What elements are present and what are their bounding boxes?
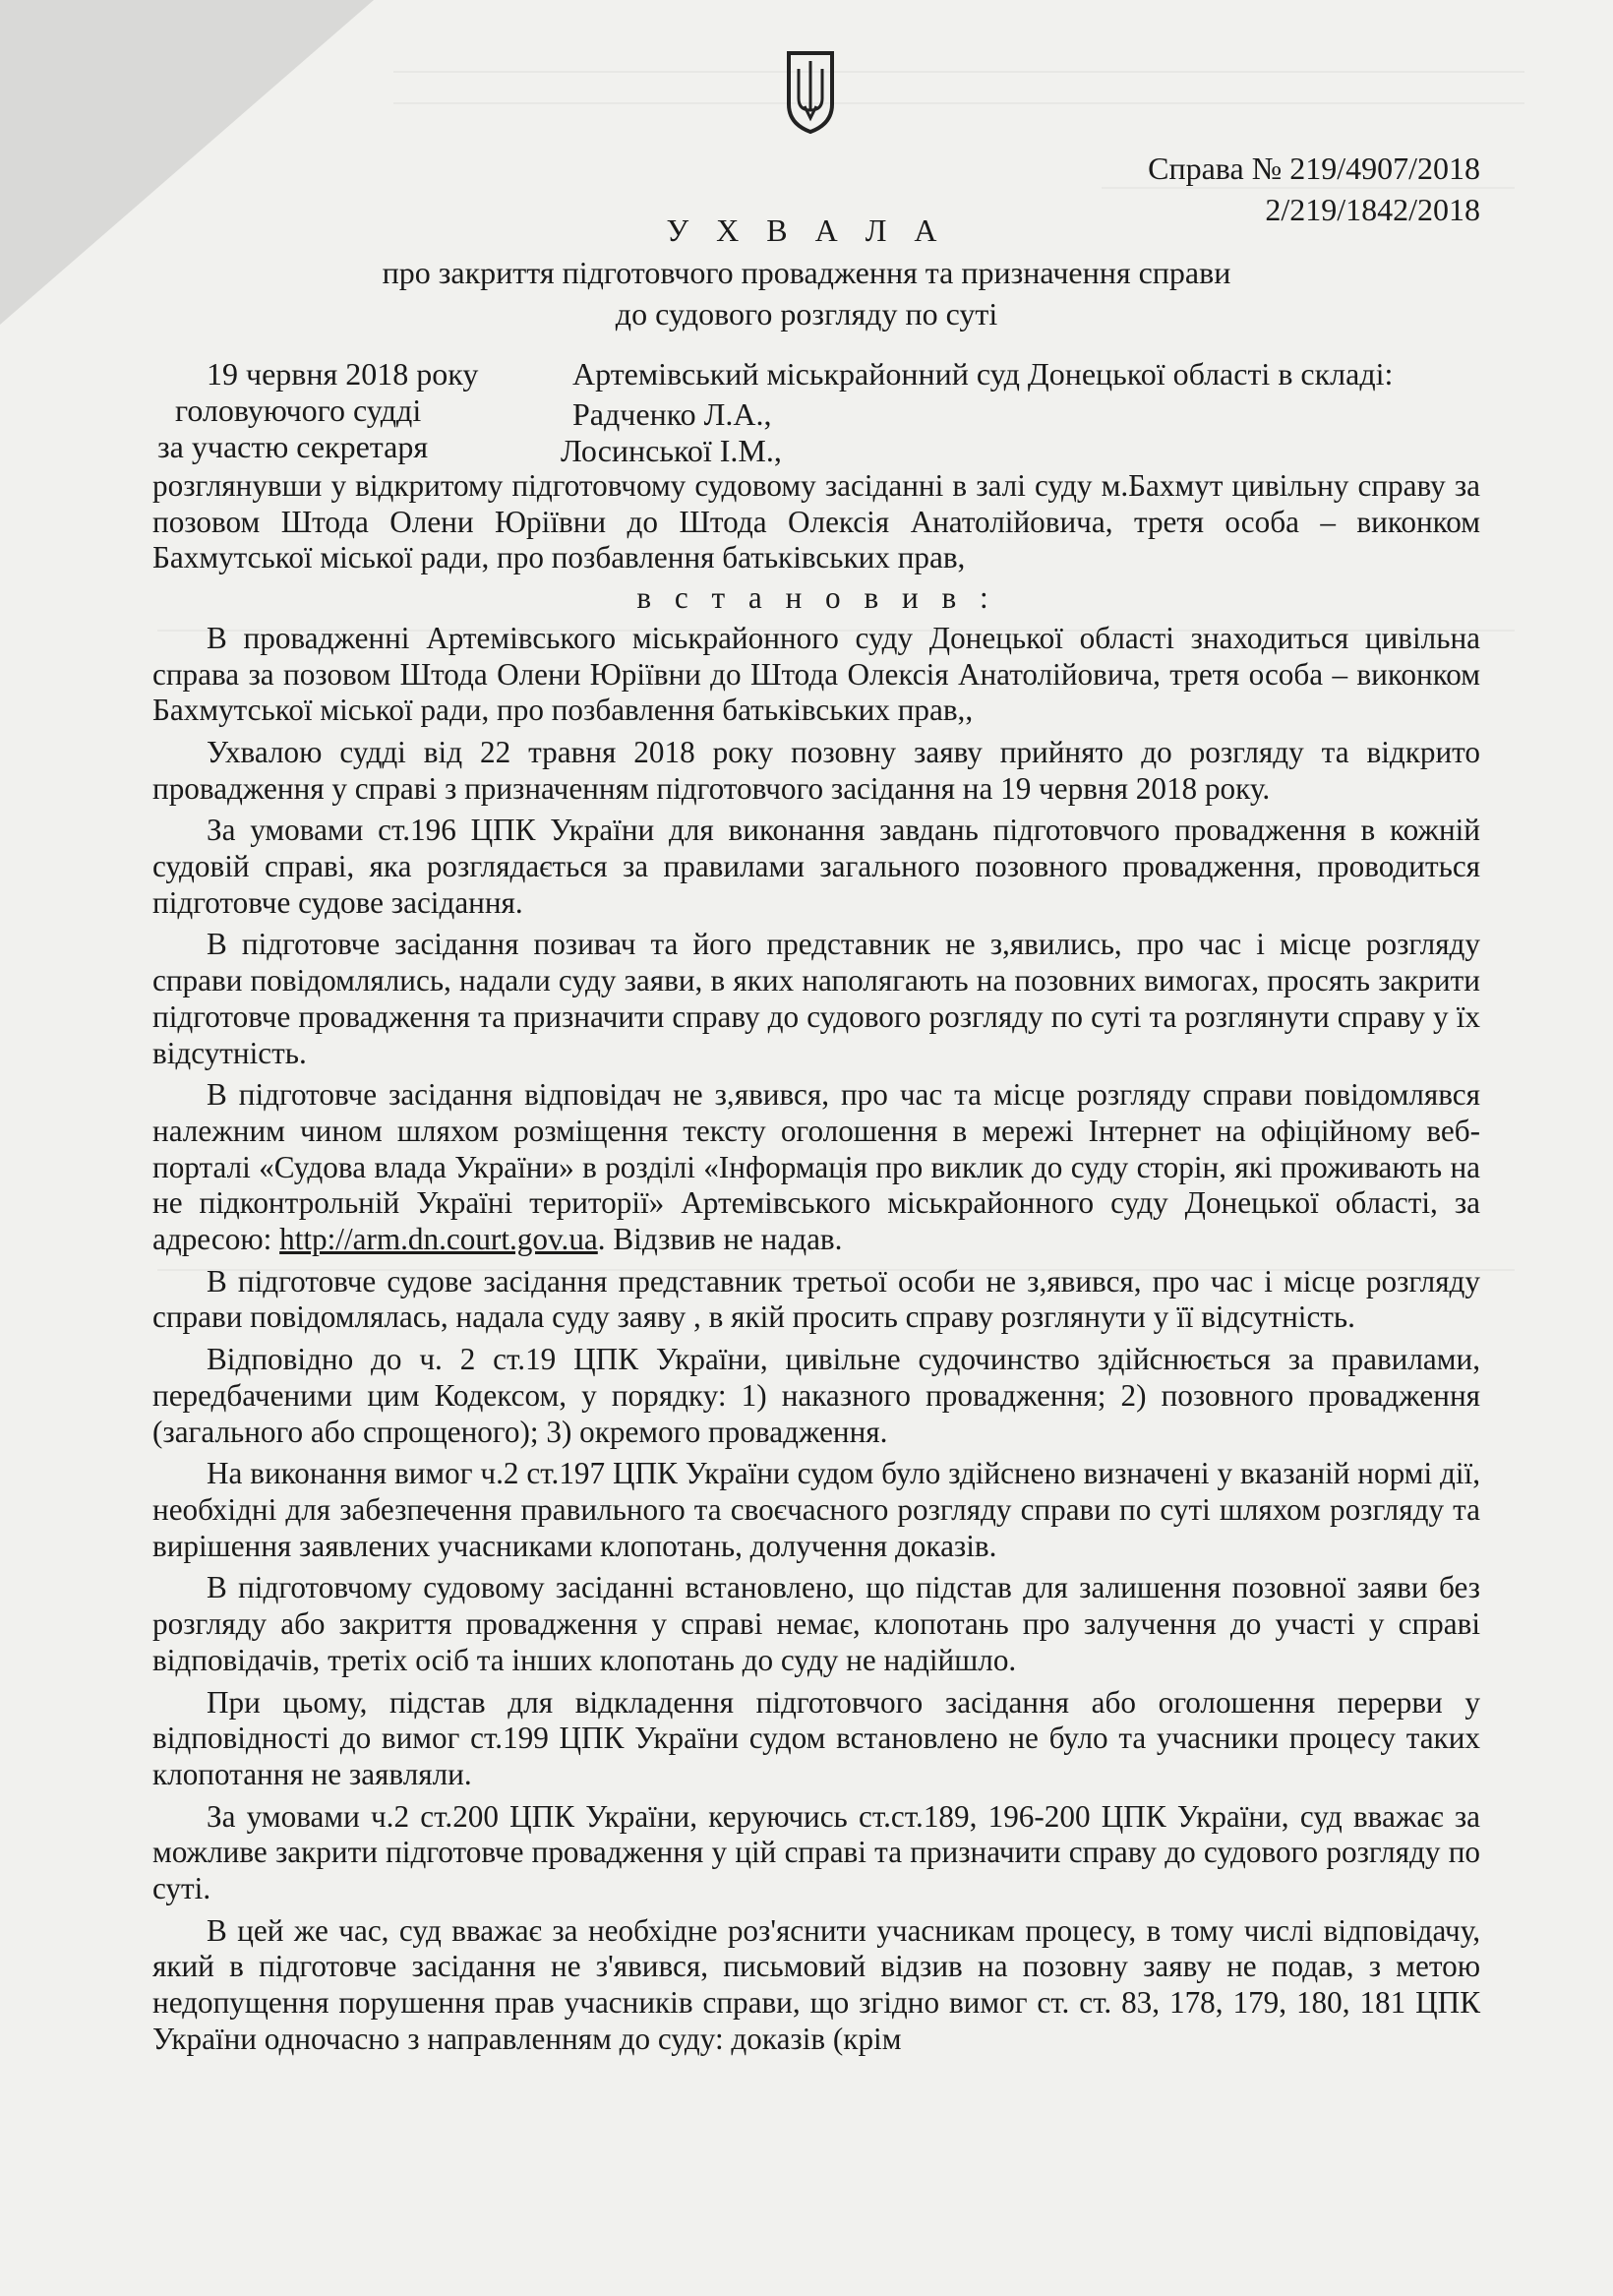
court-name: Артемівський міськрайонний суд Донецької області в складі:: [572, 356, 1394, 392]
case-number-line-2: 2/219/1842/2018: [1265, 192, 1480, 227]
paragraph-12: В цей же час, суд вважає за необхідне роз'яснити учасникам процесу, в тому числі відповідачу, який в підготовче засідання не з'явився, письмовий відзив на позовну заяву не подав, з метою недопущення порушення прав учасників справи, що згідно вимог ст. ст. 83, 178, 179, 180, 181 ЦПК України одночасно з направленням до суду: доказів (крім: [152, 1912, 1480, 2056]
paragraph-9: В підготовчому судовому засіданні встановлено, що підстав для залишення позовної заяви без розгляду або закриття провадження у справі немає, клопотань про залучення до участі у справі відповідачів, третіх осіб та інших клопотань до суду не надійшло.: [152, 1570, 1480, 1677]
intro-paragraph: розглянувши у відкритому підготовчому судовому засіданні в залі суду м.Бахмут цивільну справу за позовом Штода Олени Юріївни до Штода Олексія Анатолійовича, третя особа – виконком Бахмутської міської ради, про позбавлення батьківських прав,: [152, 468, 1480, 575]
secretary-name: Лосинської І.М.,: [561, 433, 782, 468]
paragraph-7: Відповідно до ч. 2 ст.19 ЦПК України, цивільне судочинство здійснюється за правилами, передбаченими цим Кодексом, у порядку: 1) наказного провадження; 2) позовного провадження (загального або спрощеного); 3) окремого провадження.: [152, 1342, 1480, 1449]
paragraph-2: Ухвалою судді від 22 травня 2018 року позовну заяву прийнято до розгляду та відкрито провадження у справі з призначенням підготовчого засідання на 19 червня 2018 року.: [152, 734, 1480, 806]
subtitle-line-1: про закриття підготовчого провадження та призначення справи: [382, 255, 1231, 290]
court-website-link[interactable]: http://arm.dn.court.gov.ua: [279, 1222, 598, 1257]
coat-of-arms-icon: [785, 47, 836, 136]
defendant-text-end: . Відзвив не надав.: [597, 1222, 843, 1257]
paragraph-11: За умовами ч.2 ст.200 ЦПК України, керуючись ст.ст.189, 196-200 ЦПК України, суд вважає за можливе закрити підготовче провадження у цій справі та призначити справу до судового розгляду по суті.: [152, 1798, 1480, 1906]
paragraph-1: В провадженні Артемівського міськрайонного суду Донецької області знаходиться цивільна справа за позовом Штода Олени Юріївни до Штода Олексія Анатолійовича, третя особа – виконком Бахмутської міської ради, про позбавлення батьківських прав,,: [152, 620, 1480, 728]
hearing-date: 19 червня 2018 року: [207, 356, 479, 392]
judge-label: головуючого судді: [175, 393, 422, 428]
judge-name: Радченко Л.А.,: [572, 396, 772, 432]
paragraph-10: При цьому, підстав для відкладення підготовчого засідання або оголошення перерви у відповідності до вимог ст.199 ЦПК України судом встановлено не було та учасники процесу таких клопотання не заявляли.: [152, 1684, 1480, 1791]
document-body: [152, 468, 1480, 2064]
paragraph-6: В підготовче судове засідання представник третьої особи не з,явився, про час і місце розгляду справи повідомлялась, надала суду заяву , в якій просить справу розглянути у її відсутність.: [152, 1263, 1480, 1335]
document-subtitle: [0, 252, 1613, 334]
secretary-label: за участю секретаря: [157, 429, 429, 464]
paragraph-4: В підготовче засідання позивач та його представник не з,явились, про час і місце розгляду справи повідомлялись, надали суду заяви, в яких наполягають на позовних вимогах, просять закрити підготовче провадження та призначити справу до судового розгляду по суті та розглянути справу у їх відсутність.: [152, 927, 1480, 1070]
established-heading: в с т а н о в и в :: [636, 580, 996, 616]
document-title: У Х В А Л А: [666, 212, 947, 248]
defendant-text: В підготовче засідання відповідач не з,явився, про час та місце розгляду справи повідомлявся належним чином шляхом розміщення тексту оголошення в мережі Інтернет на офіційному веб-порталі «Судова влада України» в розділі «Інформація про виклик до суду сторін, які проживають на не підконтрольній Україні території» Артемівського міськрайонного суду Донецької області, за адресою:: [152, 1077, 1480, 1257]
subtitle-line-2: до судового розгляду по суті: [615, 296, 998, 332]
paragraph-defendant: [152, 1077, 1480, 1258]
case-number-line-1: Справа № 219/4907/2018: [1148, 151, 1480, 186]
paragraph-8: На виконання вимог ч.2 ст.197 ЦПК України судом було здійснено визначені у вказаній нормі дії, необхідні для забезпечення правильного та своєчасного розгляду справи по суті шляхом розгляду та вирішення заявлених учасниками клопотань, долучення доказів.: [152, 1456, 1480, 1563]
paragraph-3: За умовами ст.196 ЦПК України для виконання завдань підготовчого провадження в кожній судовій справі, яка розглядається за правилами загального позовного провадження, проводиться підготовче судове засідання.: [152, 813, 1480, 920]
